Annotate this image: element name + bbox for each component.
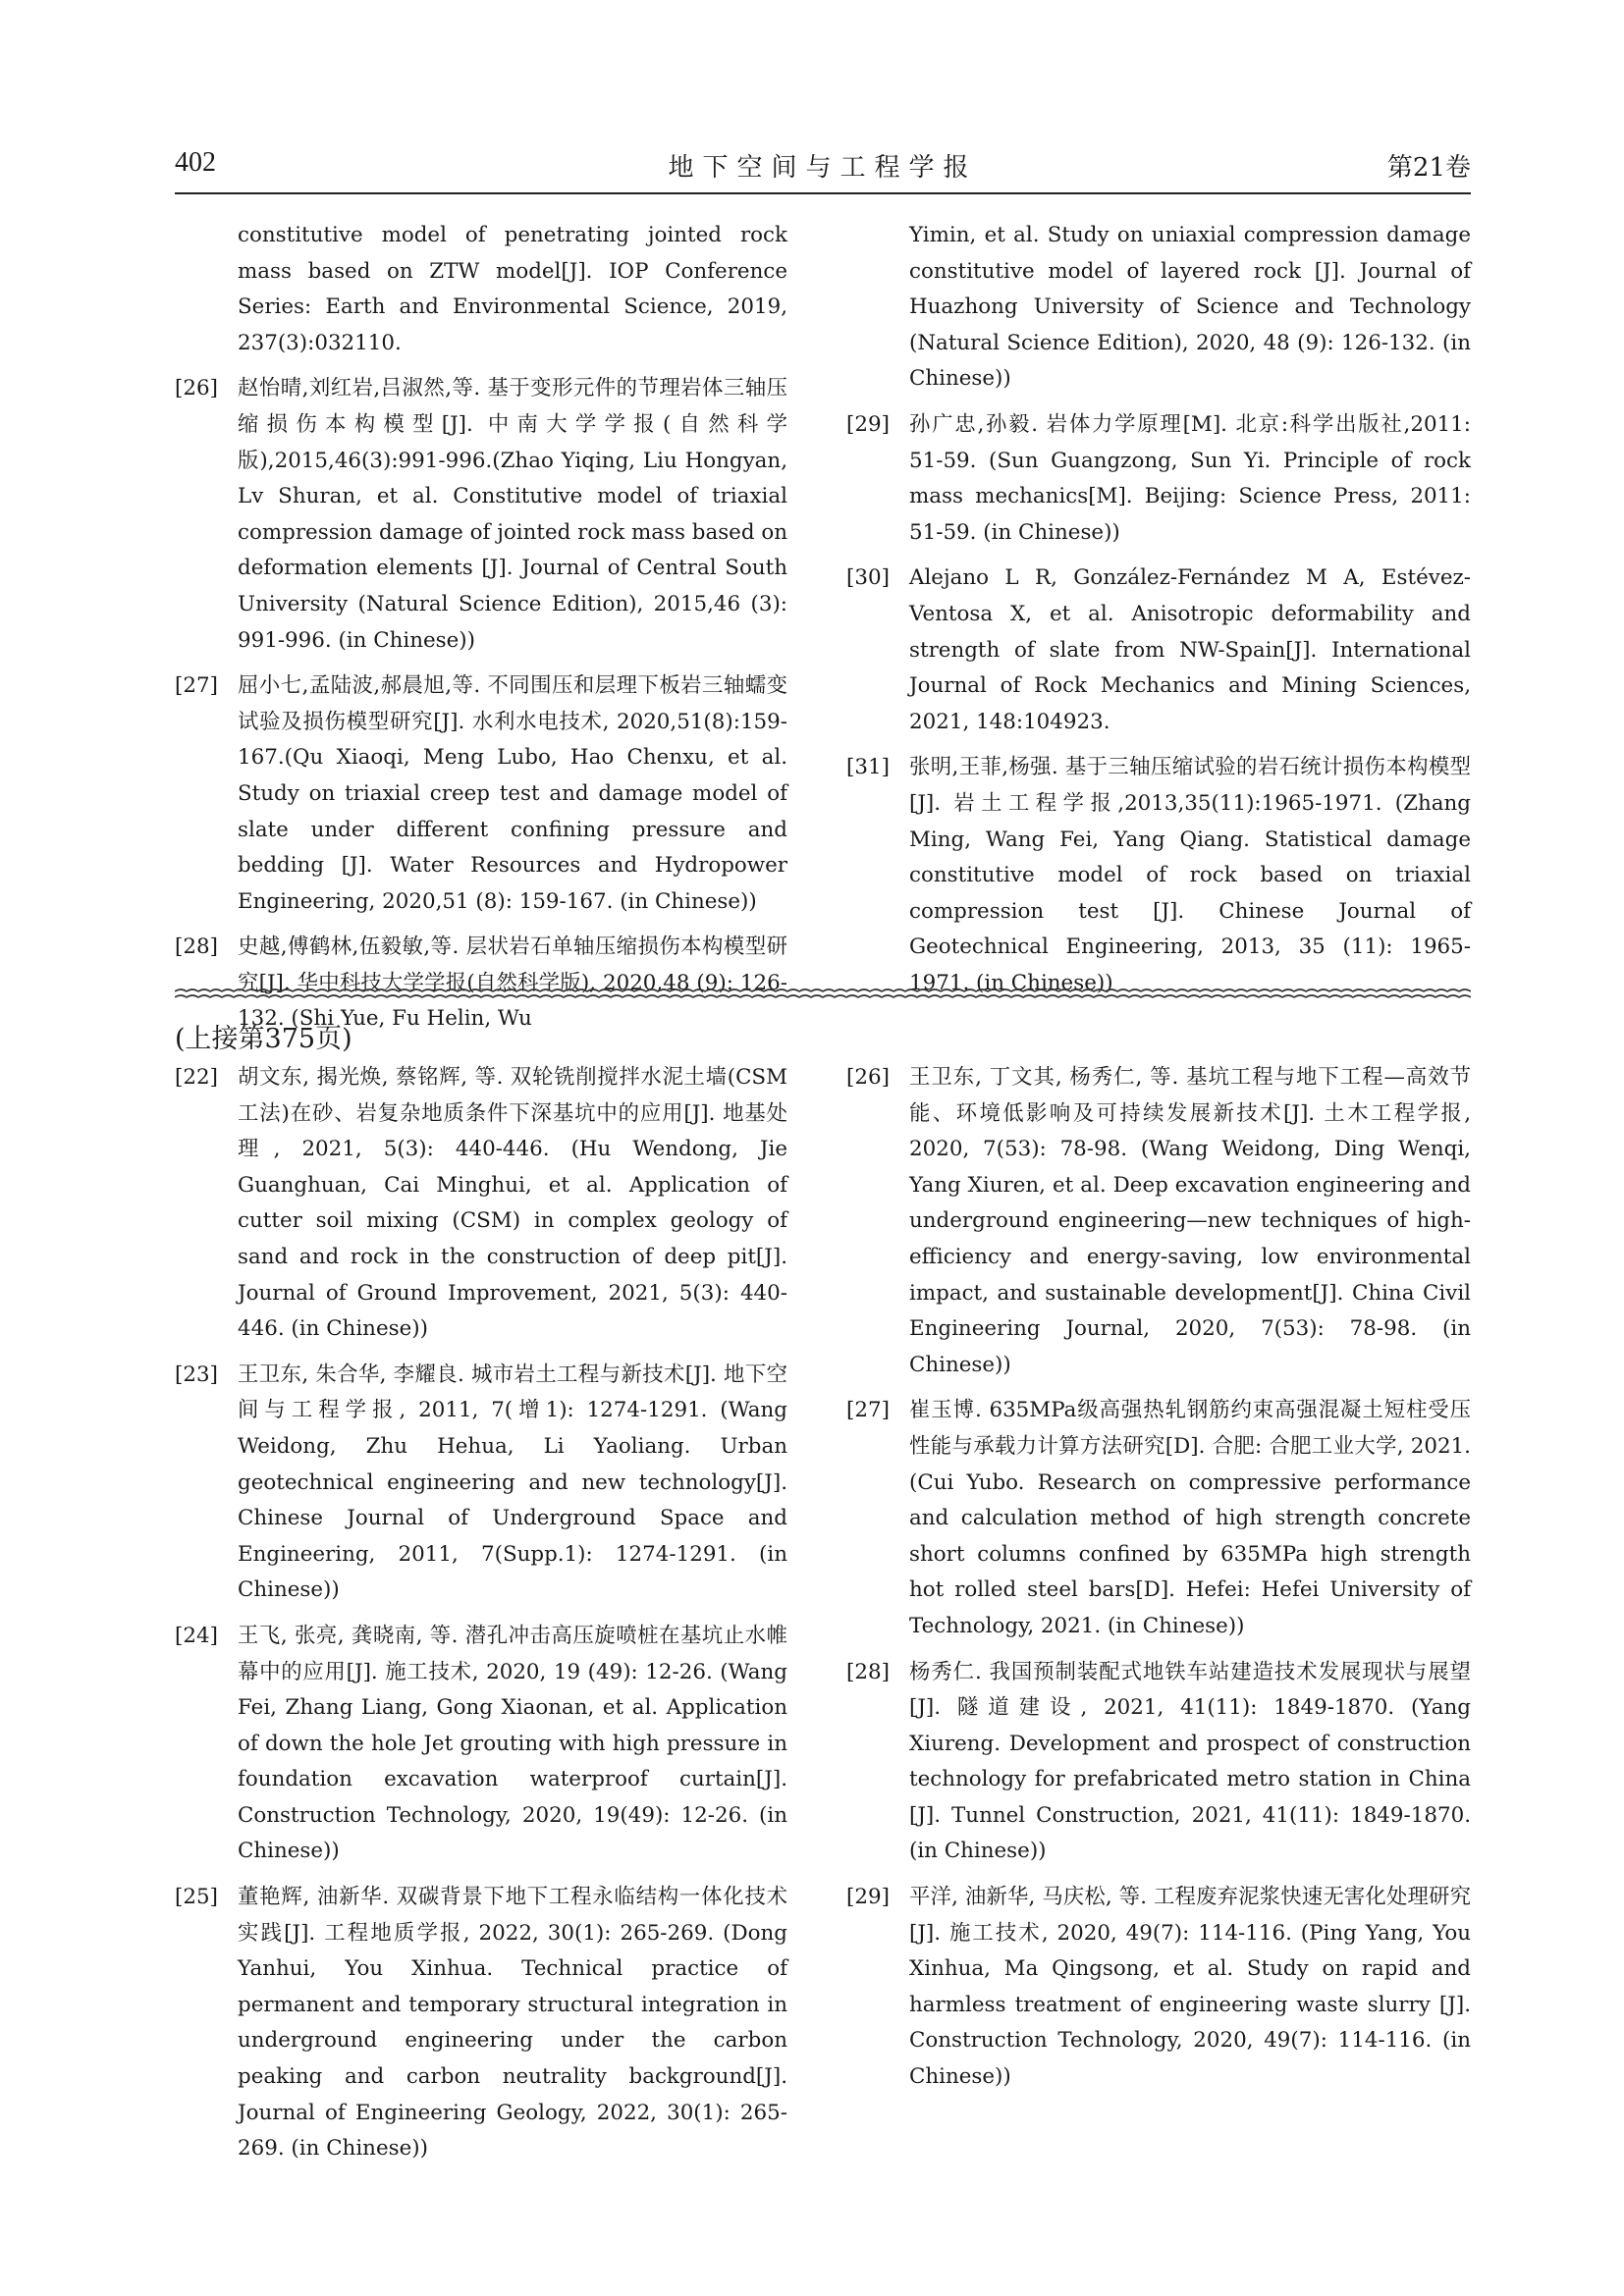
- page-header: [175, 147, 1471, 187]
- reference-item: [175, 1619, 787, 1870]
- reference-number: [28]: [846, 1659, 890, 1684]
- header-rule: [175, 192, 1471, 194]
- reference-text: 崔玉博. 635MPa级高强热轧钢筋约束高强混凝土短柱受压性能与承载力计算方法研究[D]. 合肥: 合肥工业大学, 2021. (Cui Yubo. Research on compressive performance and calculation method of high strength concrete short columns confined by 635MPa high strength hot rolled steel bars[D]. Hefei: Hefei University of Technology, 2021. (in Chinese)): [909, 1398, 1471, 1638]
- reference-text: Alejano L R, González-Fernández M A, Estévez-Ventosa X, et al. Anisotropic deformability and strength of slate from NW-Spain[J]. International Journal of Rock Mechanics and Mining Sciences, 2021, 148:104923.: [909, 565, 1471, 734]
- reference-number: [29]: [846, 411, 890, 437]
- top-right-column: [846, 218, 1471, 1011]
- journal-title: 地下空间与工程学报: [668, 153, 978, 183]
- reference-number: [22]: [175, 1065, 218, 1090]
- reference-number: [27]: [175, 673, 218, 699]
- reference-text: 张明,王菲,杨强. 基于三轴压缩试验的岩石统计损伤本构模型[J]. 岩土工程学报,2013,35(11):1965-1971. (Zhang Ming, Wang Fei, Yang Qiang. Statistical damage constitutive model of rock based on triaxial compression test [J]. Chinese Journal of Geotechnical Engineering, 2013, 35 (11): 1965-1971. (in Chinese)): [909, 755, 1471, 995]
- reference-text: 史越,傅鹤林,伍毅敏,等. 层状岩石单轴压缩损伤本构模型研究[J]. 华中科技大学学报(自然科学版), 2020,48 (9): 126-132. (Shi Yue, Fu Helin, Wu: [238, 934, 787, 1032]
- reference-item: [846, 1060, 1471, 1383]
- volume-label: 第21卷: [1386, 153, 1471, 183]
- reference-number: [23]: [175, 1362, 218, 1387]
- reference-item: [175, 668, 787, 920]
- reference-text: 董艳辉, 油新华. 双碳背景下地下工程永临结构一体化技术实践[J]. 工程地质学报, 2022, 30(1): 265-269. (Dong Yanhui, You Xinhua. Technical practice of permanent and temporary structural integration in underground engineering under the carbon peaking and carbon neutrality background[J]. Journal of Engineering Geology, 2022, 30(1): 265-269. (in Chinese)): [238, 1885, 787, 2162]
- bottom-left-column: [175, 1060, 787, 2177]
- reference-item: [175, 1060, 787, 1348]
- reference-item: [175, 1880, 787, 2167]
- reference-item: [846, 1655, 1471, 1871]
- reference-number: [26]: [846, 1065, 890, 1090]
- bottom-right-column: [846, 1060, 1471, 2106]
- reference-item: [846, 1880, 1471, 2096]
- reference-text: 胡文东, 揭光焕, 蔡铭辉, 等. 双轮铣削搅拌水泥土墙(CSM工法)在砂、岩复杂地质条件下深基坑中的应用[J]. 地基处理, 2021, 5(3): 440-446. (Hu Wendong, Jie Guanghuan, Cai Minghui, et al. Application of cutter soil mixing (CSM) in complex geology of sand and rock in the construction of deep pit[J]. Journal of Ground Improvement, 2021, 5(3): 440-446. (in Chinese)): [238, 1065, 787, 1342]
- reference-text: 杨秀仁. 我国预制装配式地铁车站建造技术发展现状与展望[J]. 隧道建设, 2021, 41(11): 1849-1870. (Yang Xiureng. Development and prospect of construction technology for prefabricated metro station in China [J]. Tunnel Construction, 2021, 41(11): 1849-1870. (in Chinese)): [909, 1659, 1471, 1864]
- reference-continuation: Yimin, et al. Study on uniaxial compression damage constitutive model of layered rock [J]. Journal of Huazhong University of Science and Technology (Natural Science Edition), 2020, 48 (9): 126-132. (in Chinese)): [909, 223, 1471, 392]
- reference-number: [30]: [846, 565, 890, 591]
- reference-number: [31]: [846, 755, 890, 780]
- wavy-separator: [175, 986, 1471, 1003]
- reference-continuation: constitutive model of penetrating jointed rock mass based on ZTW model[J]. IOP Conference Series: Earth and Environmental Science, 2019, 237(3):032110.: [238, 223, 787, 355]
- top-left-column: [175, 218, 787, 1047]
- reference-text: 王卫东, 丁文其, 杨秀仁, 等. 基坑工程与地下工程—高效节能、环境低影响及可持续发展新技术[J]. 土木工程学报, 2020, 7(53): 78-98. (Wang Weidong, Ding Wenqi, Yang Xiuren, et al. Deep excavation engineering and underground engineering—new techniques of high-efficiency and energy-saving, low environmental impact, and sustainable development[J]. China Civil Engineering Journal, 2020, 7(53): 78-98. (in Chinese)): [909, 1065, 1471, 1377]
- reference-text: 王飞, 张亮, 龚晓南, 等. 潜孔冲击高压旋喷桩在基坑止水帷幕中的应用[J]. 施工技术, 2020, 19 (49): 12-26. (Wang Fei, Zhang Liang, Gong Xiaonan, et al. Application of down the hole Jet grouting with high pressure in foundation excavation waterproof curtain[J]. Construction Technology, 2020, 19(49): 12-26. (in Chinese)): [238, 1623, 787, 1864]
- reference-item: [846, 750, 1471, 1001]
- reference-item: [846, 407, 1471, 551]
- reference-text: 王卫东, 朱合华, 李耀良. 城市岩土工程与新技术[J]. 地下空间与工程学报, 2011, 7(增1): 1274-1291. (Wang Weidong, Zhu Hehua, Li Yaoliang. Urban geotechnical engineering and new technology[J]. Chinese Journal of Underground Space and Engineering, 2011, 7(Supp.1): 1274-1291. (in Chinese)): [238, 1362, 787, 1603]
- reference-number: [26]: [175, 376, 218, 401]
- reference-number: [25]: [175, 1885, 218, 1910]
- reference-text: 孙广忠,孙毅. 岩体力学原理[M]. 北京:科学出版社,2011: 51-59. (Sun Guangzong, Sun Yi. Principle of rock mass mechanics[M]. Beijing: Science Press, 2011: 51-59. (in Chinese)): [909, 411, 1471, 545]
- reference-text: 平洋, 油新华, 马庆松, 等. 工程废弃泥浆快速无害化处理研究[J]. 施工技术, 2020, 49(7): 114-116. (Ping Yang, You Xinhua, Ma Qingsong, et al. Study on rapid and harmless treatment of engineering waste slurry [J]. Construction Technology, 2020, 49(7): 114-116. (in Chinese)): [909, 1885, 1471, 2090]
- reference-item: [175, 1358, 787, 1609]
- reference-text: 屈小七,孟陆波,郝晨旭,等. 不同围压和层理下板岩三轴蠕变试验及损伤模型研究[J]. 水利水电技术, 2020,51(8):159-167.(Qu Xiaoqi, Meng Lubo, Hao Chenxu, et al. Study on triaxial creep test and damage model of slate under different confining pressure and bedding [J]. Water Resources and Hydropower Engineering, 2020,51 (8): 159-167. (in Chinese)): [238, 673, 787, 914]
- reference-number: [28]: [175, 934, 218, 960]
- reference-item: [846, 1393, 1471, 1644]
- reference-item: [846, 561, 1471, 740]
- reference-text: 赵怡晴,刘红岩,吕淑然,等. 基于变形元件的节理岩体三轴压缩损伤本构模型[J]. 中南大学学报(自然科学版),2015,46(3):991-996.(Zhao Yiqing, Liu Hongyan, Lv Shuran, et al. Constitutive model of triaxial compression damage of jointed rock mass based on deformation elements [J]. Journal of Central South University (Natural Science Edition), 2015,46 (3): 991-996. (in Chinese)): [238, 376, 787, 653]
- continued-from-label: (上接第375页): [175, 1024, 352, 1054]
- reference-number: [24]: [175, 1623, 218, 1648]
- page-number: 402: [175, 147, 216, 178]
- reference-item: [175, 371, 787, 659]
- reference-number: [29]: [846, 1885, 890, 1910]
- reference-number: [27]: [846, 1398, 890, 1423]
